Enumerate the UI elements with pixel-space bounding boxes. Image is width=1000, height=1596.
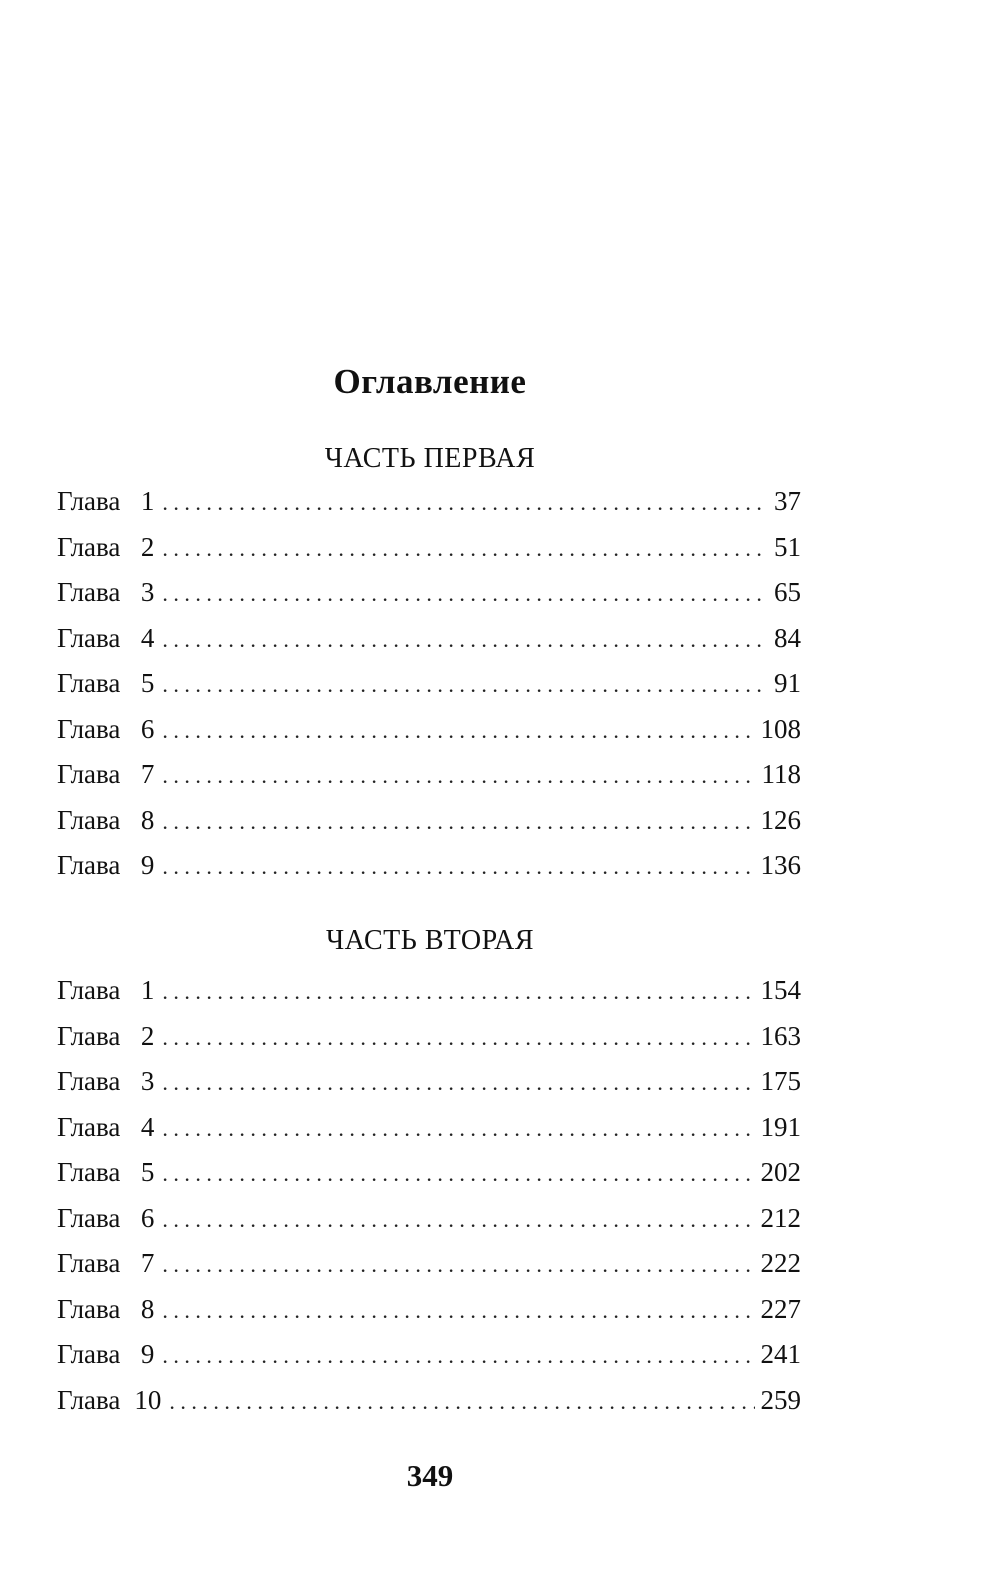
dot-leader <box>162 666 768 704</box>
chapter-label: Глава <box>57 1202 121 1233</box>
dot-leader <box>162 1110 754 1148</box>
page-reference: 84 <box>774 622 801 653</box>
toc-entry <box>57 664 801 710</box>
chapter-label: Глава <box>57 850 121 880</box>
chapter-number: 10 <box>134 1384 162 1415</box>
page-reference: 65 <box>774 577 801 607</box>
toc-entry <box>57 710 801 756</box>
page-reference: 118 <box>761 759 801 789</box>
page-reference: 37 <box>774 486 801 516</box>
part-heading: ЧАСТЬ ВТОРАЯ <box>325 925 535 956</box>
page-reference: 191 <box>760 1111 801 1142</box>
toc-entry <box>57 528 801 574</box>
dot-leader <box>162 575 768 613</box>
dot-leader <box>162 757 755 795</box>
page-number: 349 <box>406 1458 454 1493</box>
part-heading: ЧАСТЬ ПЕРВАЯ <box>324 443 536 474</box>
dot-leader <box>162 1019 754 1057</box>
dot-leader <box>162 803 754 841</box>
chapter-label: Глава <box>57 1111 121 1142</box>
toc-entry <box>57 1153 801 1199</box>
toc-entry <box>57 846 801 892</box>
dot-leader <box>162 712 754 750</box>
dot-leader <box>162 484 768 522</box>
chapter-number: 5 <box>140 668 155 698</box>
chapter-number: 8 <box>140 804 155 835</box>
toc-entry <box>57 1108 801 1154</box>
page-reference: 241 <box>760 1339 801 1369</box>
chapter-number: 9 <box>140 1339 155 1369</box>
chapter-number: 1 <box>140 975 155 1005</box>
chapter-number: 5 <box>140 1157 155 1187</box>
toc-entry <box>57 482 801 528</box>
chapter-number: 1 <box>140 486 155 516</box>
dot-leader <box>162 1337 754 1375</box>
dot-leader <box>169 1383 754 1421</box>
chapter-label: Глава <box>57 486 121 516</box>
dot-leader <box>162 530 768 568</box>
toc-entry <box>57 1290 801 1336</box>
chapter-number: 7 <box>140 759 155 789</box>
chapter-number: 8 <box>140 1293 155 1324</box>
toc-entry <box>57 1199 801 1245</box>
dot-leader <box>162 1246 754 1284</box>
toc-list <box>57 482 801 892</box>
page-reference: 108 <box>760 713 801 744</box>
chapter-label: Глава <box>57 1157 121 1187</box>
toc-entry <box>57 1017 801 1063</box>
page-reference: 259 <box>760 1384 801 1415</box>
toc-entry <box>57 619 801 665</box>
chapter-number: 4 <box>140 622 155 653</box>
toc-list <box>57 971 801 1426</box>
chapter-number: 2 <box>140 531 155 562</box>
chapter-number: 3 <box>140 1066 155 1096</box>
page-reference: 51 <box>774 531 801 562</box>
chapter-label: Глава <box>57 531 121 562</box>
page-reference: 212 <box>760 1202 801 1233</box>
dot-leader <box>162 973 754 1011</box>
toc-entry <box>57 971 801 1017</box>
chapter-label: Глава <box>57 1020 121 1051</box>
page-reference: 136 <box>760 850 801 880</box>
dot-leader <box>162 1201 754 1239</box>
toc-entry <box>57 1381 801 1427</box>
chapter-number: 6 <box>140 713 155 744</box>
chapter-label: Глава <box>57 1339 121 1369</box>
page-reference: 202 <box>760 1157 801 1187</box>
chapter-number: 4 <box>140 1111 155 1142</box>
chapter-label: Глава <box>57 577 121 607</box>
chapter-label: Глава <box>57 1384 121 1415</box>
toc-entry <box>57 801 801 847</box>
page-title: Оглавление <box>333 362 527 401</box>
chapter-number: 3 <box>140 577 155 607</box>
chapter-number: 7 <box>140 1248 155 1278</box>
dot-leader <box>162 1064 754 1102</box>
chapter-label: Глава <box>57 759 121 789</box>
chapter-label: Глава <box>57 804 121 835</box>
toc-entry <box>57 573 801 619</box>
chapter-number: 2 <box>140 1020 155 1051</box>
chapter-label: Глава <box>57 975 121 1005</box>
toc-entry <box>57 1062 801 1108</box>
dot-leader <box>162 848 754 886</box>
chapter-label: Глава <box>57 713 121 744</box>
chapter-number: 6 <box>140 1202 155 1233</box>
dot-leader <box>162 1155 754 1193</box>
page-reference: 154 <box>760 975 801 1005</box>
dot-leader <box>162 621 768 659</box>
chapter-label: Глава <box>57 1066 121 1096</box>
toc-entry <box>57 1244 801 1290</box>
dot-leader <box>162 1292 754 1330</box>
page-reference: 163 <box>760 1020 801 1051</box>
chapter-label: Глава <box>57 622 121 653</box>
chapter-number: 9 <box>140 850 155 880</box>
page-reference: 175 <box>760 1066 801 1096</box>
toc-entry <box>57 755 801 801</box>
chapter-label: Глава <box>57 1293 121 1324</box>
page-reference: 227 <box>760 1293 801 1324</box>
page-reference: 126 <box>760 804 801 835</box>
page-reference: 91 <box>774 668 801 698</box>
chapter-label: Глава <box>57 1248 121 1278</box>
chapter-label: Глава <box>57 668 121 698</box>
page-reference: 222 <box>760 1248 801 1278</box>
toc-entry <box>57 1335 801 1381</box>
